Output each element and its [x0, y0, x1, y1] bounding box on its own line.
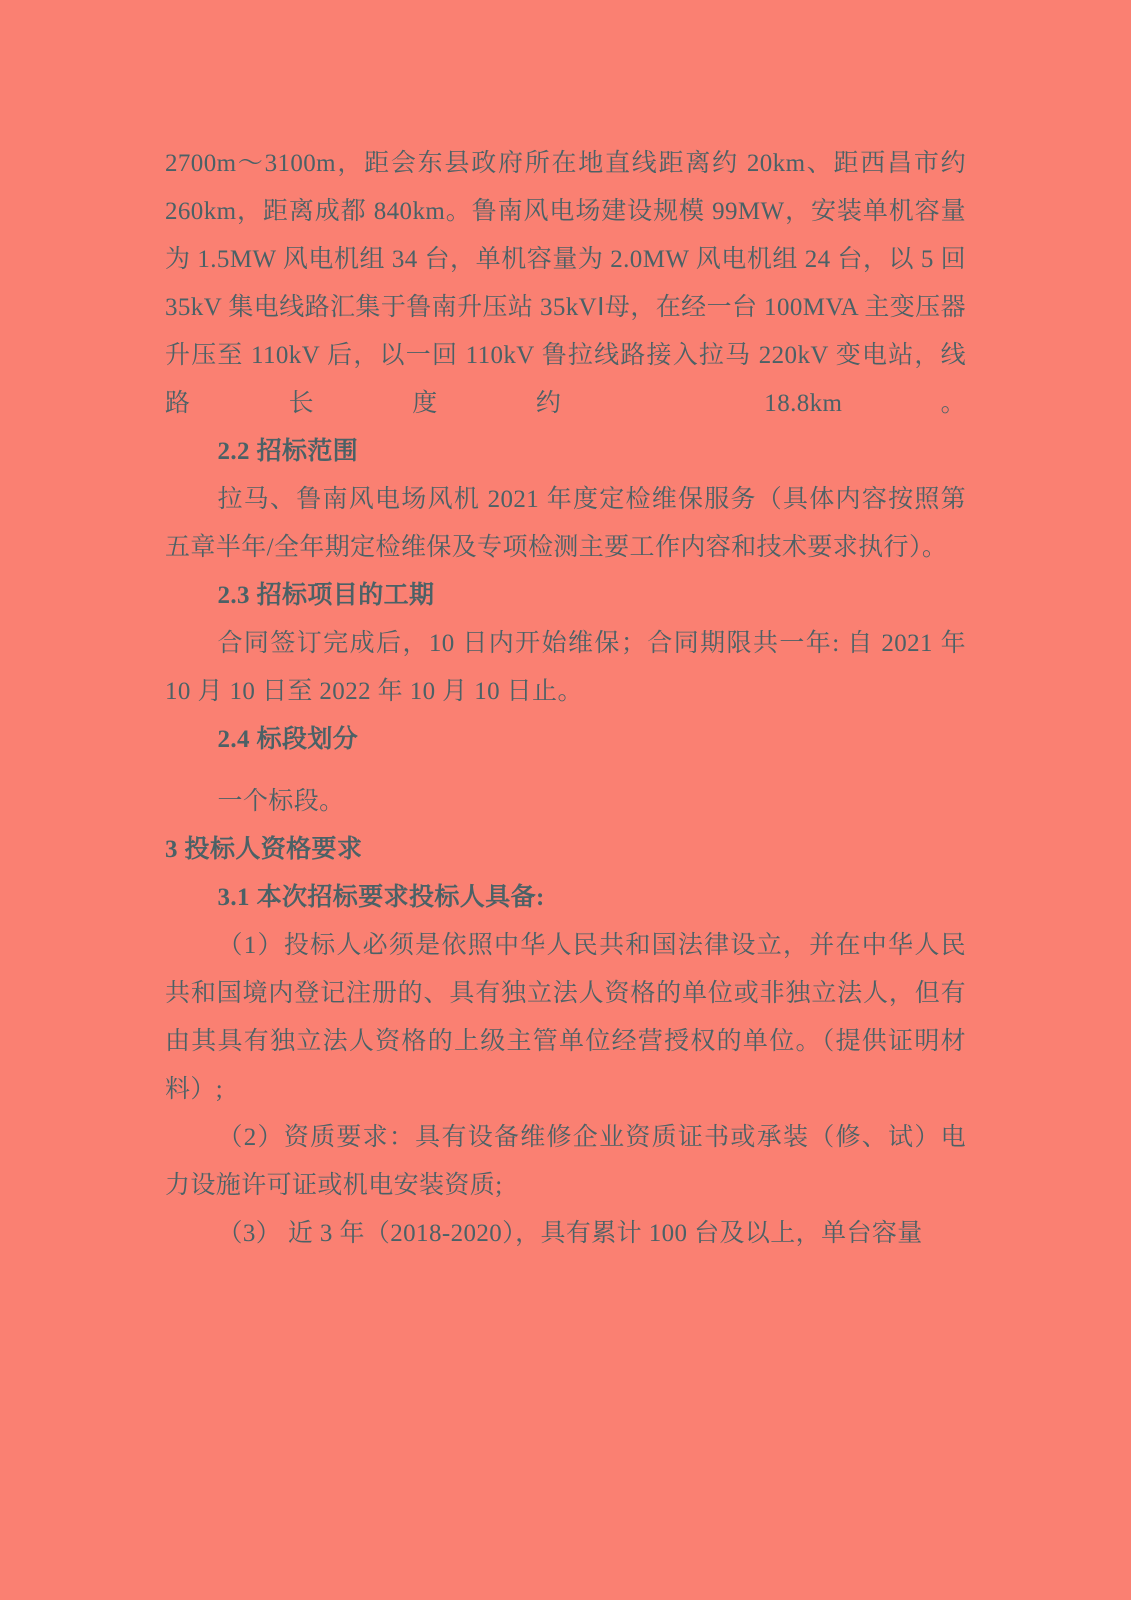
heading-2-3-project-duration: 2.3 招标项目的工期 [217, 582, 435, 609]
document-body [165, 140, 966, 1258]
paragraph-requirement-2: （2）资质要求：具有设备维修企业资质证书或承装（修、试）电力设施许可证或机电安装资质; [165, 1124, 966, 1199]
paragraph-requirement-3: （3） 近 3 年（2018-2020），具有累计 100 台及以上，单台容量 [217, 1220, 923, 1247]
paragraph-bid-scope: 拉马、鲁南风电场风机 2021 年度定检维保服务（具体内容按照第五章半年/全年期定检维保及专项检测主要工作内容和技术要求执行）。 [165, 486, 966, 561]
heading-2-2-bid-scope: 2.2 招标范围 [217, 438, 359, 465]
heading-3-bidder-qualification: 3 投标人资格要求 [165, 836, 363, 863]
heading-2-4-section-division: 2.4 标段划分 [217, 726, 359, 753]
paragraph-project-overview: 2700m～3100m，距会东县政府所在地直线距离约 20km、距西昌市约 260km，距离成都 840km。鲁南风电场建设规模 99MW，安装单机容量为 1.5MW 风电机组 34 台，单机容量为 2.0MW 风电机组 24 台，以 5 回 35kV 集电线路汇集于鲁南升压站 35kVⅠ母，在经一台 100MVA 主变压器升压至 110kV 后，以一回 110kV 鲁拉线路接入拉马 220kV 变电站，线路长度约 18.8km。 [165, 150, 966, 417]
heading-3-1-requirements: 3.1 本次招标要求投标人具备: [217, 884, 545, 911]
paragraph-project-duration: 合同签订完成后，10 日内开始维保；合同期限共一年: 自 2021 年 10 月 10 日至 2022 年 10 月 10 日止。 [165, 630, 966, 705]
paragraph-section-division: 一个标段。 [217, 788, 345, 815]
paragraph-requirement-1: （1）投标人必须是依照中华人民共和国法律设立，并在中华人民共和国境内登记注册的、具有独立法人资格的单位或非独立法人，但有由其具有独立法人资格的上级主管单位经营授权的单位。（提供证明材料）; [165, 932, 966, 1103]
